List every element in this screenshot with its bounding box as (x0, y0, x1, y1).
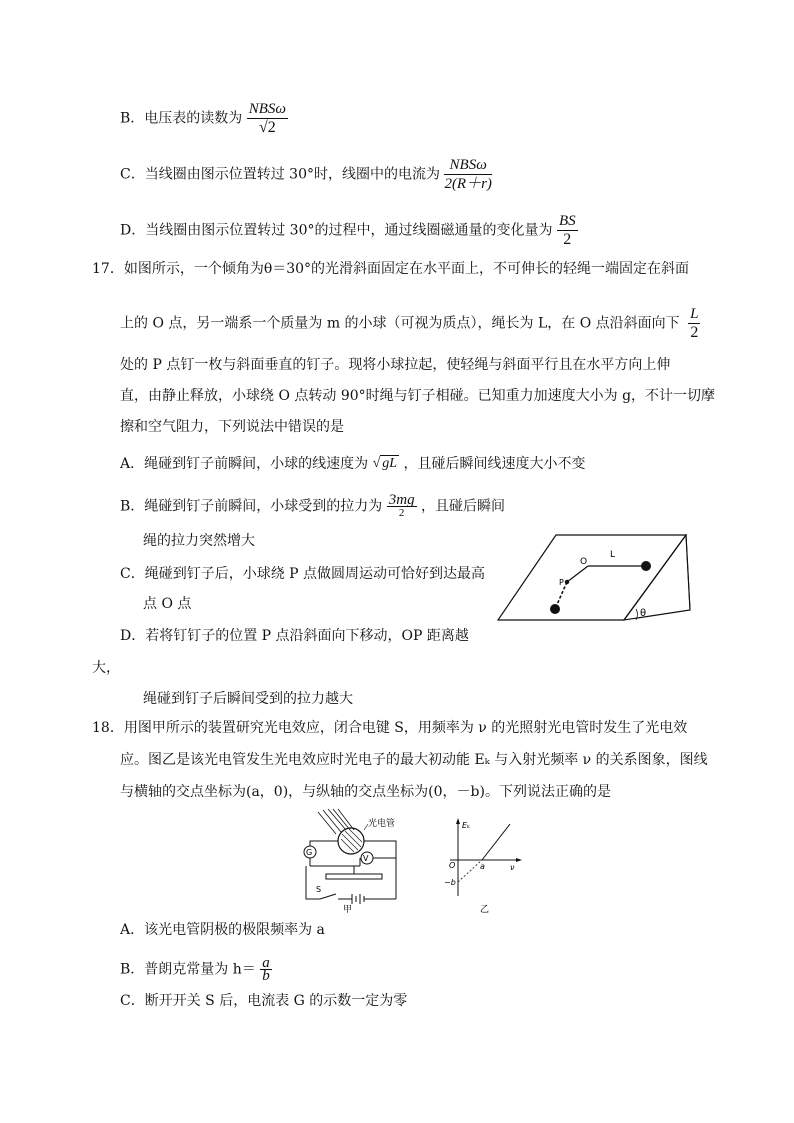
light-rays (318, 809, 354, 834)
figure-b-caption: 乙 (480, 905, 490, 915)
voltmeter-label: V (363, 854, 369, 863)
q17-option-a: A．绳碰到钉子前瞬间，小球的线速度为 √ gL ，且碰后瞬间线速度大小不变 (120, 456, 586, 472)
q17-line-3: 处的 P 点钉一枚与斜面垂直的钉子。现将小球拉起，使轻绳与斜面平行且在水平方向上伸 (120, 357, 671, 373)
y-axis-label: Eₖ (462, 821, 471, 830)
q18-option-b-fraction: $\frac{a}{b}$ (262, 955, 270, 984)
ball-start (641, 561, 651, 571)
q17-line-1: 17．如图所示，一个倾角为θ＝30°的光滑斜面固定在水平面上，不可伸长的轻绳一端固定在斜面 (92, 261, 690, 277)
q18-line-2: 应。图乙是该光电管发生光电效应时光电子的最大初动能 Eₖ 与入射光频率 ν 的关系图象，图线 (120, 752, 708, 768)
q18-line-1: 18．用图甲所示的装置研究光电效应，闭合电键 S，用频率为 ν 的光照射光电管时发生了光电效 (92, 720, 688, 736)
theta-label: θ (640, 608, 647, 619)
incline-plane (498, 535, 686, 620)
q16-option-b-fraction: $\frac{\text{NBSω}}{√2}$ (248, 101, 287, 136)
q18-line-3: 与横轴的交点坐标为(a，0)，与纵轴的交点坐标为(0，－b)。下列说法正确的是 (120, 784, 611, 800)
q16-option-c-text: C．当线圈由图示位置转过 30°时，线圈中的电流为 (120, 166, 440, 183)
q16-option-b (120, 100, 288, 137)
q18-option-c: C．断开开关 S 后，电流表 G 的示数一定为零 (120, 993, 408, 1009)
q17-incline-figure (496, 534, 692, 626)
x-axis-label: ν (510, 863, 515, 872)
switch-label: S (316, 885, 322, 894)
q17-option-a-sqrt: √ gL (372, 456, 398, 471)
q17-option-b: B．绳碰到钉子前瞬间，小球受到的拉力为 $\frac{3mg}{2}$ ，且碰后瞬间 (120, 492, 506, 519)
q17-half-length-fraction: $\frac{L}{2}$ (690, 306, 699, 341)
switch-s (320, 894, 336, 899)
q17-line-2: 上的 O 点，另一端系一个质量为 m 的小球（可视为质点），绳长为 L，在 O 点沿斜面向下 $\frac{L}{2}$ (120, 306, 699, 341)
q18-option-a: A．该光电管阴极的极限频率为 a (120, 922, 325, 938)
point-p-label: P (559, 578, 564, 587)
a-intercept-label: a (480, 862, 485, 871)
q17-option-d-line-1: D．若将钉钉子的位置 P 点沿斜面向下移动，OP 距离越 (120, 628, 469, 644)
q18-option-b: B．普朗克常量为 h＝ $\frac{a}{b}$ (120, 955, 270, 984)
figure-a-caption: 甲 (343, 905, 353, 914)
q17-option-d-line-2: 大， (92, 660, 120, 676)
rope-down (567, 566, 588, 582)
ek-line-extension (458, 860, 482, 882)
q16-option-d-text: D．当线圈由图示位置转过 30°的过程中，通过线圈磁通量的变化量为 (120, 222, 553, 239)
origin-label: O (449, 861, 456, 870)
q16-option-c-fraction: $\frac{\text{NBSω}}{2(R+r)}$ (444, 157, 492, 192)
q17-line-5: 擦和空气阻力，下列说法中错误的是 (120, 419, 344, 435)
q16-option-c (120, 156, 492, 193)
q16-option-d (120, 212, 578, 249)
q17-option-d-line-3: 绳碰到钉子后瞬间受到的拉力越大 (143, 691, 353, 707)
length-l-label: L (610, 550, 616, 560)
ball-end (550, 604, 560, 614)
q17-option-c-line-2: 点 O 点 (143, 596, 192, 612)
battery (352, 894, 364, 904)
q17-option-b-line-2: 绳的拉力突然增大 (143, 533, 255, 549)
point-o-label: O (580, 557, 588, 567)
b-intercept-label: −b (444, 878, 456, 887)
q16-option-d-fraction: $\frac{BS}{2}$ (558, 213, 576, 248)
phototube (338, 828, 364, 854)
galvanometer-label: G (306, 848, 313, 857)
q18-circuit-figure (296, 808, 406, 914)
incline-side (624, 535, 690, 620)
q18-graph-figure (440, 816, 530, 916)
ek-line (482, 824, 510, 860)
q17-option-b-fraction: $\frac{3mg}{2}$ (388, 492, 415, 519)
phototube-label: 光电管 (368, 819, 396, 829)
q16-option-b-text: B．电压表的读数为 (120, 110, 243, 127)
q17-line-4: 直，由静止释放，小球绕 O 点转动 90°时绳与钉子相碰。已知重力加速度大小为 g，不计一切摩 (120, 388, 716, 404)
q17-option-c-line-1: C．绳碰到钉子后，小球绕 P 点做圆周运动可恰好到达最高 (120, 566, 486, 582)
rheostat (326, 874, 382, 879)
